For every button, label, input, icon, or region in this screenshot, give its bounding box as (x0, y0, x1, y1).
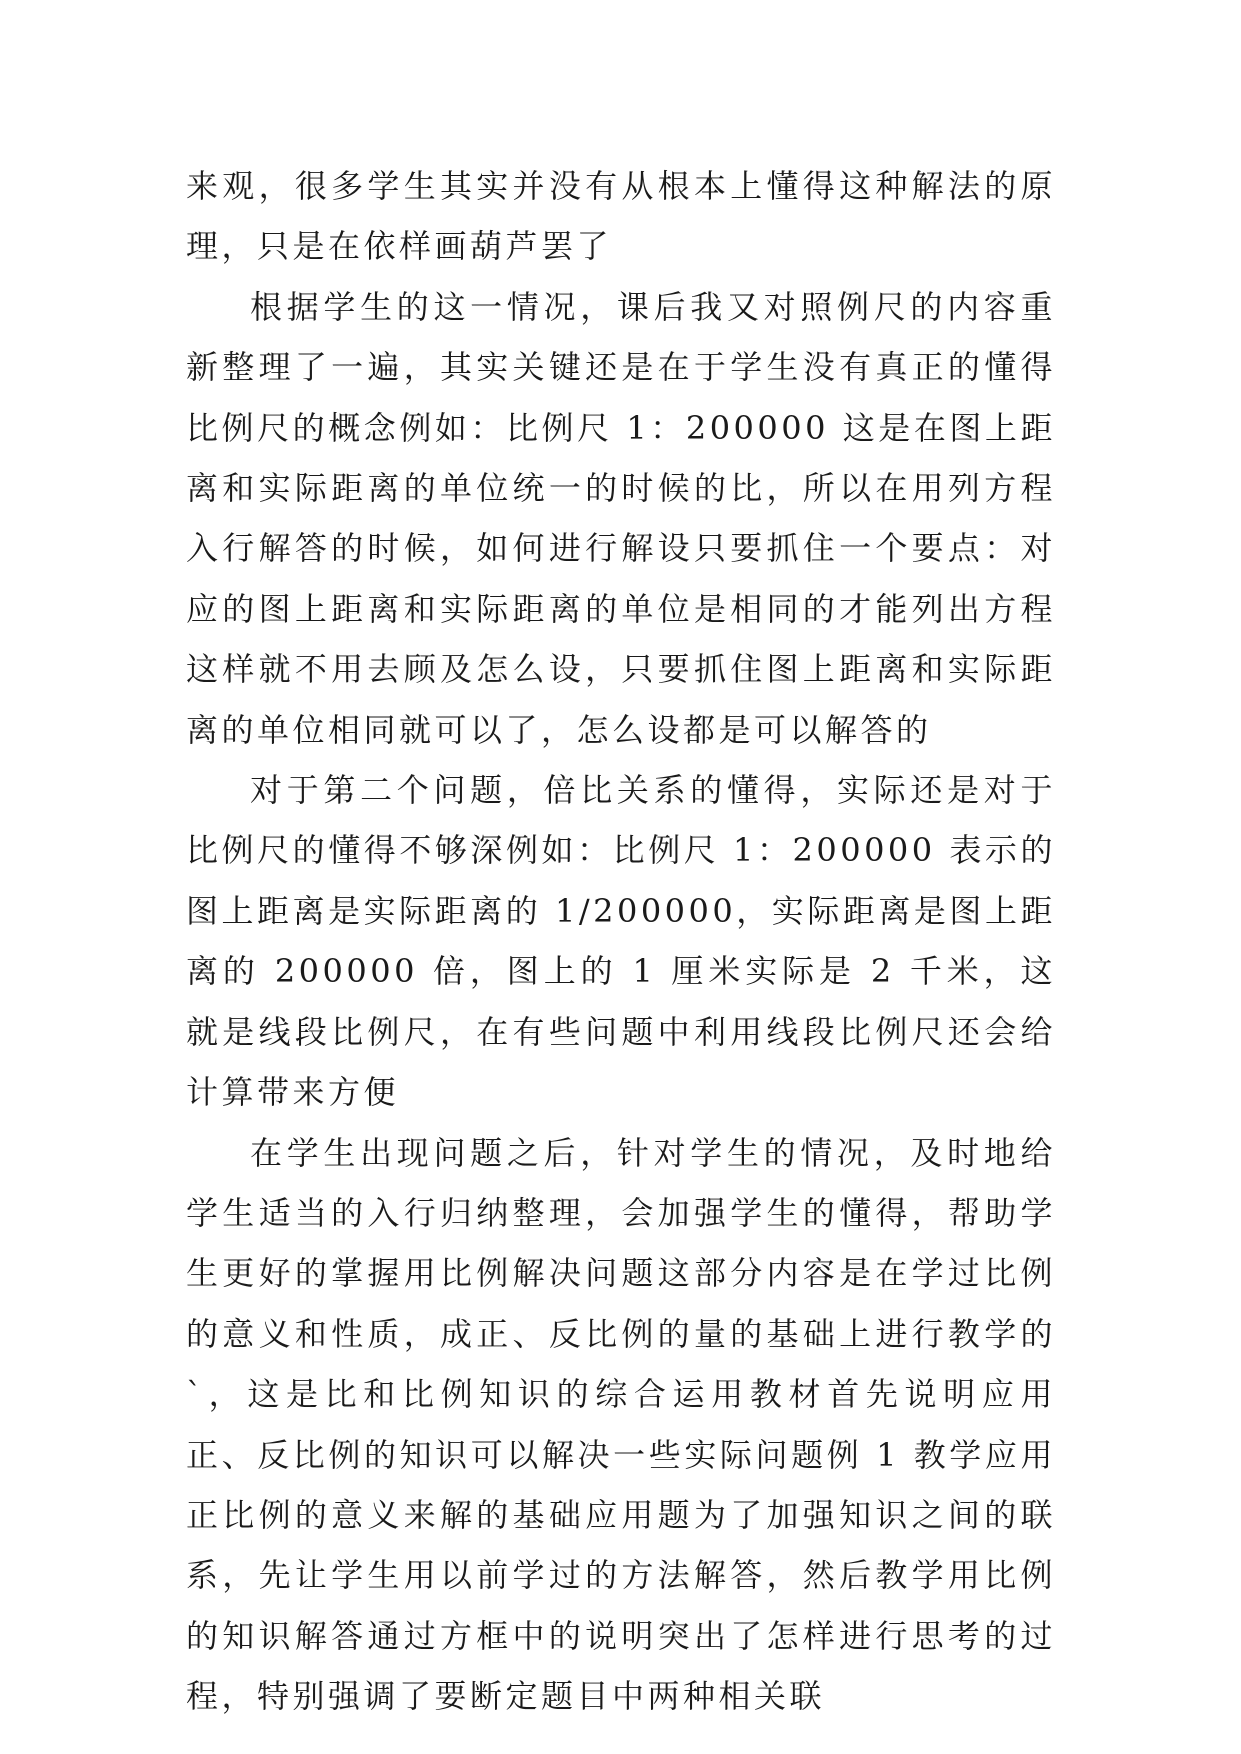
paragraph-teaching-summary: 在学生出现问题之后，针对学生的情况，及时地给学生适当的入行归纳整理，会加强学生的懂得，帮助学生更好的掌握用比例解决问题这部分内容是在学过比例的意义和性质，成正、反比例的量的基础上进行教学的`，这是比和比例知识的综合运用教材首先说明应用正、反比例的知识可以解决一些实际问题例 1 教学应用正比例的意义来解的基础应用题为了加强知识之间的联系，先让学生用以前学过的方法解答，然后教学用比例的知识解答通过方框中的说明突出了怎样进行思考的过程，特别强调了要断定题目中两种相关联 (186, 1133, 1056, 1716)
paragraph-continuation: 来观，很多学生其实并没有从根本上懂得这种解法的原理，只是在依样画葫芦罢了 (186, 167, 1056, 266)
paragraph-ratio-relation: 对于第二个问题，倍比关系的懂得，实际还是对于比例尺的懂得不够深例如：比例尺 1：200000 表示的图上距离是实际距离的 1/200000，实际距离是图上距离的 200000 倍，图上的 1 厘米实际是 2 千米，这就是线段比例尺，在有些问题中利用线段比例尺还会给计算带来方便 (186, 771, 1056, 1112)
document-body (186, 156, 1056, 1727)
paragraph-scale-concept: 根据学生的这一情况，课后我又对照例尺的内容重新整理了一遍，其实关键还是在于学生没有真正的懂得比例尺的概念例如：比例尺 1：200000 这是在图上距离和实际距离的单位统一的时候的比，所以在用列方程入行解答的时候，如何进行解设只要抓住一个要点：对应的图上距离和实际距离的单位是相同的才能列出方程这样就不用去顾及怎么设，只要抓住图上距离和实际距离的单位相同就可以了，怎么设都是可以解答的 (186, 287, 1056, 749)
